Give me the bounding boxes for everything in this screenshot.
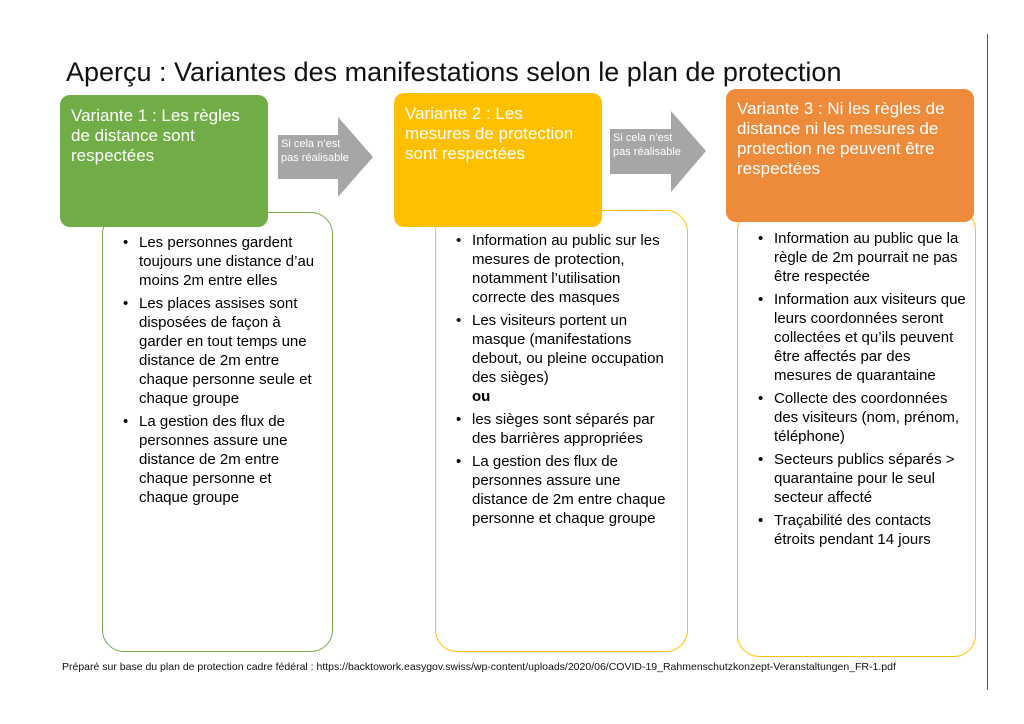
source-footnote: Préparé sur base du plan de protection cadre fédéral : https://backtowork.easygov.swiss/wp-content/uploads/2020/06/COVID-19_Rahmenschutzkonzept-Veranstaltungen_FR-1.pdf <box>62 661 896 673</box>
page-title: Aperçu : Variantes des manifestations selon le plan de protection <box>66 57 842 87</box>
list-item-text: Les visiteurs portent un masque (manifestations debout, ou pleine occupation des sièges) <box>472 312 664 386</box>
list-item: • les sièges sont séparés par des barrières appropriées <box>456 410 677 448</box>
connector-ou: ou <box>472 388 491 405</box>
list-item: • Traçabilité des contacts étroits pendant 14 jours <box>758 511 969 549</box>
variant-3-measures-box <box>737 208 976 657</box>
list-item: • Secteurs publics séparés > quarantaine pour le seul secteur affecté <box>758 450 969 507</box>
variant-1-list <box>123 233 322 507</box>
variant-1-measures-box <box>102 212 333 652</box>
variant-2-header: Variante 2 : Les mesures de protection sont respectées <box>394 93 602 227</box>
variant-2-measures-box <box>435 210 688 652</box>
arrow-1-label: Si cela n’est pas réalisable <box>281 138 349 164</box>
variant-1-header: Variante 1 : Les règles de distance sont respectées <box>60 95 268 227</box>
list-item: • Information au public que la règle de 2m pourrait ne pas être respectée <box>758 229 969 286</box>
arrow-1 <box>278 117 373 197</box>
divider-line <box>987 34 988 690</box>
list-item: • La gestion des flux de personnes assure une distance de 2m entre chaque personne et chaque groupe <box>456 452 677 528</box>
arrow-2-label: Si cela n’est pas réalisable <box>613 132 681 158</box>
list-item: • Collecte des coordonnées des visiteurs (nom, prénom, téléphone) <box>758 389 969 446</box>
variant-3-header: Variante 3 : Ni les règles de distance ni les mesures de protection ne peuvent être respectées <box>726 89 974 222</box>
list-item: • La gestion des flux de personnes assure une distance de 2m entre chaque personne et chaque groupe <box>123 412 322 507</box>
list-item: • Information aux visiteurs que leurs coordonnées seront collectées et qu’ils peuvent être affectés par des mesures de quarantaine <box>758 290 969 385</box>
list-item: • Information au public sur les mesures de protection, notamment l’utilisation correcte des masques <box>456 231 677 307</box>
variant-3-list <box>758 229 969 549</box>
arrow-2 <box>610 111 706 192</box>
variant-2-list <box>456 231 677 528</box>
list-item: • Les places assises sont disposées de façon à garder en tout temps une distance de 2m entre chaque personne seule et chaque groupe <box>123 294 322 408</box>
list-item <box>456 311 677 406</box>
list-item: • Les personnes gardent toujours une distance d’au moins 2m entre elles <box>123 233 322 290</box>
